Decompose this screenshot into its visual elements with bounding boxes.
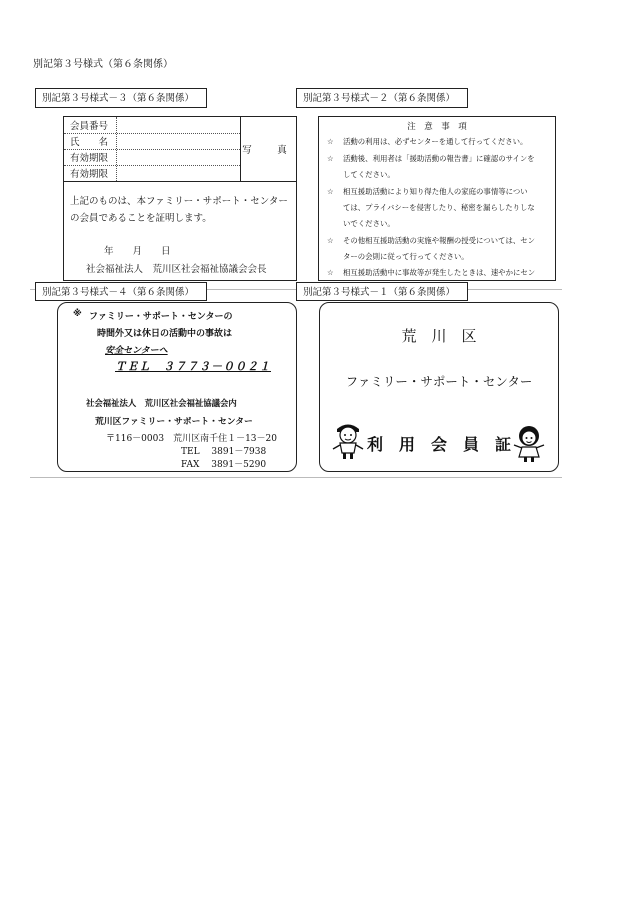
- star-icon: ☆: [327, 137, 334, 146]
- divider: [64, 181, 240, 182]
- expiry-label: 有効期限: [70, 169, 109, 180]
- page-header: 別記第３号様式（第６条関係）: [33, 59, 173, 70]
- tel-line: TEL 3891－7938: [181, 447, 267, 457]
- asterisk-mark: ※: [73, 309, 82, 319]
- center-name: ファミリー・サポート・センター: [345, 374, 533, 389]
- star-icon: ☆: [327, 268, 334, 277]
- star-icon: ☆: [327, 236, 334, 245]
- member-info-card: [63, 116, 297, 281]
- notes-card: 注 意 事 項 ☆ 活動の利用は、必ずセンターを通して行ってください。 ☆ 活動後、利用者は「援助活動の報告書」に確認のサインを してください。 ☆ 相互援助活動により知り得た他人の家庭の事情等につい ては、プライバシーを侵害したり、秘密を漏らしたりしな いでください。 ☆ その他相互援助活動の実施や報酬の授受については、セン ターの会則に従って行ってください。 ☆ 相互援助活動中に事故等が発生したときは、速やかにセン: [318, 116, 556, 281]
- safety-center-label: 安全センターへ: [105, 346, 168, 356]
- star-icon: ☆: [327, 154, 334, 163]
- girl-mascot-icon: [511, 423, 547, 463]
- table-row: [64, 149, 240, 166]
- ward-name: 荒 川 区: [401, 327, 477, 345]
- name-label: 氏 名: [70, 137, 109, 148]
- organization-line-2: 荒川区ファミリー・サポート・センター: [95, 417, 253, 427]
- address-line: 〒116－0003 荒川区南千住１－13－20: [106, 434, 277, 444]
- card-title: 利 用 会 員 証: [366, 435, 511, 454]
- photo-box: 写 真: [240, 117, 296, 182]
- organization-line-1: 社会福祉法人 荒川区社会福祉協議会内: [86, 398, 237, 408]
- table-row: [64, 165, 240, 181]
- member-card-front: [319, 302, 559, 472]
- notice-line-2: 時間外又は休日の活動中の事故は: [97, 329, 233, 339]
- issuer-line: 社会福祉法人 荒川区社会福祉協議会会長: [86, 264, 267, 275]
- fax-line: FAX 3891－5290: [181, 460, 267, 470]
- table-row: [64, 117, 240, 134]
- card2-form-label: 別記第３号様式－２（第６条関係）: [296, 88, 468, 108]
- card3-form-label: 別記第３号様式－３（第６条関係）: [35, 88, 207, 108]
- certify-line-1: 上記のものは、本ファミリー・サポート・センター: [70, 196, 288, 207]
- member-number-label: 会員番号: [70, 121, 109, 132]
- certify-line-2: の会員であることを証明します。: [70, 213, 212, 224]
- notes-title: 注 意 事 項: [407, 122, 467, 132]
- card1-form-label: 別記第３号様式－１（第６条関係）: [296, 282, 468, 301]
- safety-center-tel: ＴＥＬ ３７７３－００２１: [115, 360, 271, 373]
- accident-contact-card: [57, 302, 297, 472]
- boy-mascot-icon: [330, 420, 366, 462]
- notice-line-1: ファミリー・サポート・センターの: [89, 312, 233, 322]
- cut-line: [30, 477, 562, 478]
- table-row: [64, 133, 240, 150]
- date-line: 年 月 日: [104, 246, 171, 257]
- expiry-label: 有効期限: [70, 153, 109, 164]
- card4-form-label: 別記第３号様式－４（第６条関係）: [35, 282, 207, 301]
- star-icon: ☆: [327, 187, 334, 196]
